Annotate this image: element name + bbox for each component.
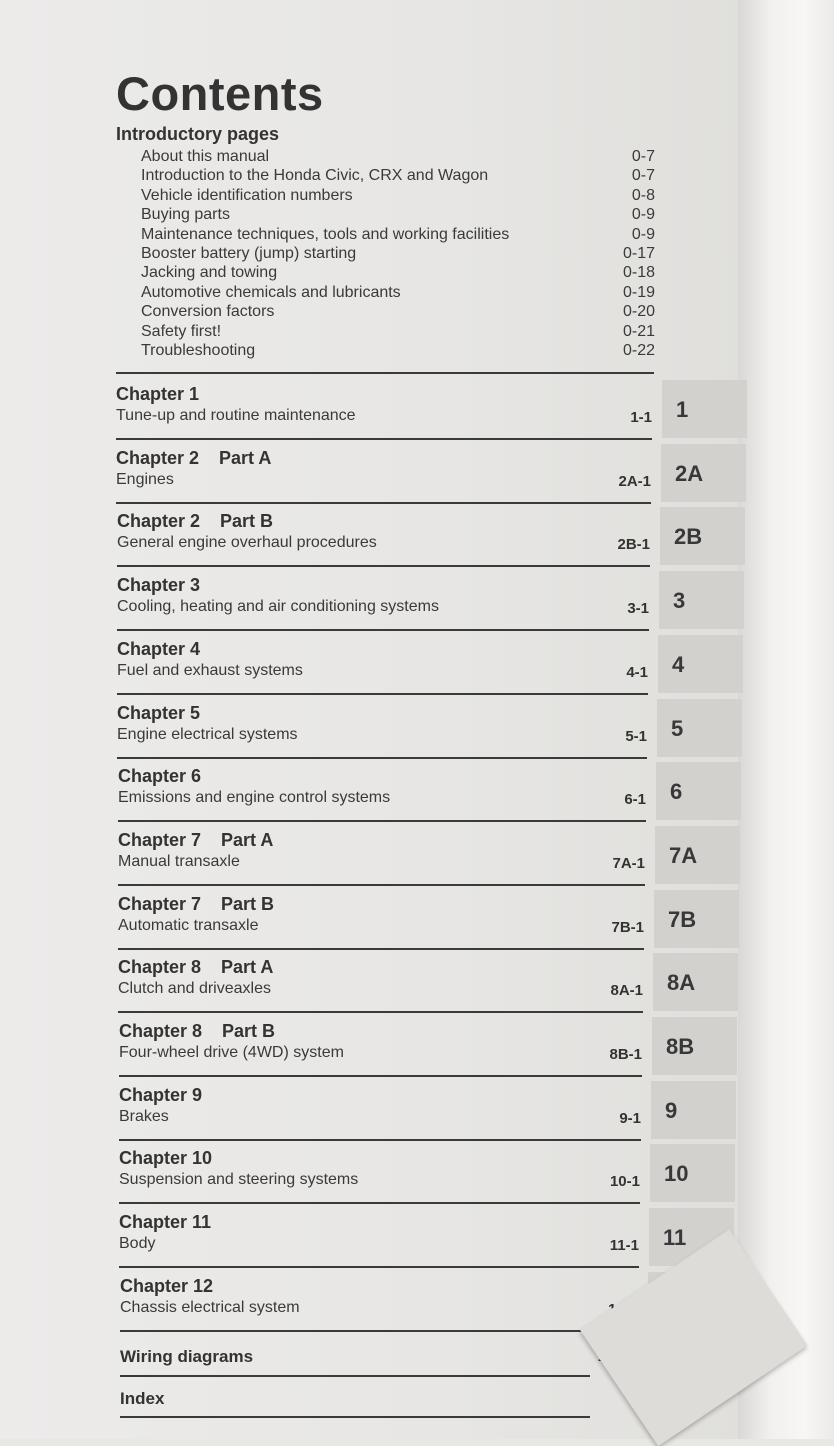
background-cloth xyxy=(738,0,834,1439)
divider xyxy=(117,757,647,759)
chapter-number: Chapter 7 xyxy=(118,829,202,850)
intro-item-label: Maintenance techniques, tools and working facilities xyxy=(141,225,510,243)
intro-item-label: Jacking and towing xyxy=(141,264,278,282)
divider xyxy=(118,884,645,886)
chapter-page: 6-1 xyxy=(624,791,646,809)
chapter-tab[interactable] xyxy=(650,1144,735,1202)
chapter-heading xyxy=(118,766,201,787)
intro-item[interactable] xyxy=(141,225,655,244)
divider xyxy=(118,1011,643,1013)
intro-item-page: 0-22 xyxy=(622,341,655,359)
intro-item-label: Safety first! xyxy=(141,322,222,340)
chapter-number: Chapter 11 xyxy=(119,1212,212,1233)
chapter-tab[interactable] xyxy=(654,890,739,948)
chapter-part: Part B xyxy=(221,893,275,914)
intro-item-page: 0-17 xyxy=(622,244,655,262)
chapter-heading xyxy=(119,1021,275,1042)
chapter-tab-label: 8B xyxy=(666,1034,695,1059)
intro-item[interactable] xyxy=(141,186,655,205)
chapter-part: Part B xyxy=(220,511,274,532)
chapter-number: Chapter 8 xyxy=(119,1021,203,1041)
intro-item[interactable] xyxy=(141,147,655,166)
intro-list xyxy=(141,147,655,360)
chapter-heading xyxy=(119,1085,202,1106)
chapter-subtitle: Tune-up and routine maintenance xyxy=(116,407,356,424)
intro-heading: Introductory pages xyxy=(116,124,280,144)
wiring-label: Wiring diagrams xyxy=(120,1347,254,1366)
chapter-page: 11-1 xyxy=(609,1237,639,1255)
chapter-part: Part B xyxy=(222,1021,276,1041)
intro-item-page: 0-8 xyxy=(631,186,655,204)
intro-item-page: 0-18 xyxy=(622,264,655,282)
index-entry[interactable] xyxy=(120,1389,640,1409)
chapter-tab-label: 4 xyxy=(672,652,685,677)
intro-item-page: 0-7 xyxy=(631,167,655,185)
divider xyxy=(120,1330,638,1332)
chapter-tab-label: 11 xyxy=(663,1225,687,1250)
chapter-tab[interactable] xyxy=(658,635,743,693)
intro-item-page: 0-19 xyxy=(622,283,655,301)
chapter-heading xyxy=(116,448,271,469)
intro-item[interactable] xyxy=(141,302,655,321)
divider xyxy=(118,948,644,950)
chapter-heading xyxy=(118,830,273,851)
chapter-page: 1-1 xyxy=(630,409,652,426)
chapter-tab-label: 2B xyxy=(674,524,703,549)
chapter-subtitle: General engine overhaul procedures xyxy=(117,534,377,552)
chapter-tab-label: 6 xyxy=(670,779,683,804)
chapter-number: Chapter 12 xyxy=(120,1275,214,1296)
divider xyxy=(116,438,652,440)
chapter-heading xyxy=(116,384,199,405)
chapter-heading xyxy=(117,575,200,596)
chapter-page: 3-1 xyxy=(627,600,649,618)
chapter-page: 2A-1 xyxy=(618,472,651,490)
chapter-part: Part A xyxy=(219,447,272,468)
chapter-page: 7A-1 xyxy=(612,854,645,872)
intro-item[interactable] xyxy=(141,322,655,341)
divider xyxy=(119,1139,641,1141)
intro-item-label: Buying parts xyxy=(141,206,230,224)
intro-item[interactable] xyxy=(141,341,655,360)
chapter-tab[interactable] xyxy=(653,953,738,1011)
chapter-number: Chapter 10 xyxy=(119,1148,213,1169)
chapter-page: 7B-1 xyxy=(611,918,644,936)
divider xyxy=(119,1075,642,1077)
chapter-tab[interactable] xyxy=(656,762,741,820)
intro-item-label: Conversion factors xyxy=(141,303,275,321)
divider xyxy=(116,372,654,374)
chapter-number: Chapter 5 xyxy=(117,702,201,723)
intro-item[interactable] xyxy=(141,166,655,185)
intro-item-label: Booster battery (jump) starting xyxy=(141,244,357,262)
chapter-heading xyxy=(117,511,273,532)
chapter-heading xyxy=(117,703,200,724)
chapter-heading xyxy=(119,1148,212,1169)
intro-item[interactable] xyxy=(141,263,655,282)
chapter-tab-label: 7B xyxy=(668,907,697,932)
chapter-tab[interactable] xyxy=(652,1017,737,1075)
chapter-subtitle: Chassis electrical system xyxy=(120,1298,300,1316)
divider xyxy=(117,565,650,567)
intro-item-page: 0-9 xyxy=(631,206,655,224)
chapter-tab[interactable] xyxy=(659,571,744,629)
chapter-tab-label: 9 xyxy=(665,1098,678,1123)
divider xyxy=(119,1266,639,1268)
chapter-tab[interactable] xyxy=(651,1081,736,1139)
chapter-subtitle: Four-wheel drive (4WD) system xyxy=(119,1044,344,1061)
chapter-tab[interactable] xyxy=(657,699,742,757)
chapter-subtitle: Emissions and engine control systems xyxy=(118,789,391,807)
intro-item-page: 0-9 xyxy=(631,225,655,243)
chapter-tab-label: 10 xyxy=(664,1161,689,1186)
divider xyxy=(117,693,648,695)
chapter-number: Chapter 2 xyxy=(116,447,200,468)
chapter-part: Part A xyxy=(221,829,274,850)
chapter-tab[interactable] xyxy=(655,826,740,884)
chapter-heading xyxy=(119,1212,211,1233)
chapter-subtitle: Brakes xyxy=(119,1107,169,1125)
chapter-tab-label: 5 xyxy=(671,716,684,741)
chapter-subtitle: Clutch and driveaxles xyxy=(118,980,271,998)
chapter-page: 10-1 xyxy=(609,1173,640,1191)
intro-item-label: About this manual xyxy=(141,148,270,165)
chapter-number: Chapter 7 xyxy=(118,893,202,914)
chapter-subtitle: Cooling, heating and air conditioning systems xyxy=(117,598,439,616)
chapter-page: 4-1 xyxy=(626,663,648,681)
chapter-subtitle: Body xyxy=(119,1235,156,1253)
chapter-subtitle: Fuel and exhaust systems xyxy=(117,661,303,679)
chapter-tab[interactable] xyxy=(662,380,747,438)
chapter-page: 8B-1 xyxy=(609,1046,642,1063)
chapter-tab[interactable] xyxy=(660,507,745,565)
chapter-tab-label: 3 xyxy=(673,588,686,613)
chapter-part: Part A xyxy=(221,957,274,978)
chapter-number: Chapter 6 xyxy=(118,766,202,787)
wiring-entry[interactable] xyxy=(120,1347,640,1367)
intro-item-label: Vehicle identification numbers xyxy=(141,186,353,204)
chapter-tab-label: 8A xyxy=(667,970,696,995)
chapter-number: Chapter 1 xyxy=(116,384,200,404)
intro-item-page: 0-21 xyxy=(622,322,655,340)
chapter-tab-label: 1 xyxy=(676,397,689,422)
chapter-heading xyxy=(117,639,200,660)
chapter-number: Chapter 3 xyxy=(117,575,201,596)
divider xyxy=(120,1416,590,1418)
chapter-number: Chapter 8 xyxy=(118,957,202,978)
chapter-tab[interactable] xyxy=(661,444,746,502)
chapter-number: Chapter 2 xyxy=(117,511,201,532)
chapter-subtitle: Automatic transaxle xyxy=(118,916,259,934)
intro-item-page: 0-7 xyxy=(631,148,655,165)
intro-item[interactable] xyxy=(141,283,655,302)
divider xyxy=(119,1202,640,1204)
page-title: Contents xyxy=(116,67,324,120)
chapter-tab-label: 2A xyxy=(675,461,704,486)
divider xyxy=(118,820,646,822)
chapter-subtitle: Engines xyxy=(116,470,174,488)
chapter-page: 5-1 xyxy=(625,727,647,745)
chapter-heading xyxy=(118,894,274,915)
intro-item[interactable] xyxy=(141,244,655,263)
chapter-page: 8A-1 xyxy=(610,982,643,1000)
chapter-subtitle: Engine electrical systems xyxy=(117,725,298,743)
divider xyxy=(116,502,651,504)
chapter-subtitle: Manual transaxle xyxy=(118,852,240,870)
intro-item-label: Troubleshooting xyxy=(141,341,256,359)
intro-item[interactable] xyxy=(141,205,655,224)
index-label: Index xyxy=(120,1389,165,1408)
intro-item-label: Introduction to the Honda Civic, CRX and Wagon xyxy=(141,167,489,185)
chapter-page: 9-1 xyxy=(619,1109,641,1127)
intro-item-label: Automotive chemicals and lubricants xyxy=(141,283,401,301)
chapter-page: 2B-1 xyxy=(617,536,650,554)
intro-item-page: 0-20 xyxy=(622,303,655,321)
chapter-number: Chapter 4 xyxy=(117,638,201,659)
chapter-heading xyxy=(120,1276,213,1297)
chapter-tab-label: 7A xyxy=(669,843,698,868)
divider xyxy=(117,629,649,631)
chapter-subtitle: Suspension and steering systems xyxy=(119,1171,359,1189)
chapter-heading xyxy=(118,957,273,978)
chapter-number: Chapter 9 xyxy=(119,1084,203,1105)
divider xyxy=(120,1375,590,1377)
